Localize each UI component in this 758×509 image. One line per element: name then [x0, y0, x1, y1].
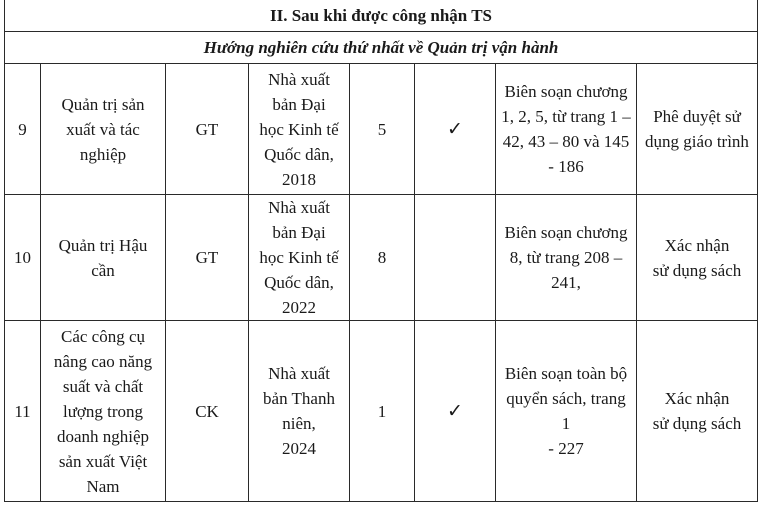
row-number: 11: [5, 321, 41, 502]
checkmark-icon: ✓: [415, 321, 496, 502]
publisher: Nhà xuất bản Thanh niên, 2024: [249, 321, 350, 502]
author-count: 1: [350, 321, 415, 502]
checkmark-icon: [415, 195, 496, 321]
publisher: Nhà xuất bản Đại học Kinh tế Quốc dân, 2022: [249, 195, 350, 321]
row-number: 10: [5, 195, 41, 321]
confirmation: Xác nhận sử dụng sách: [637, 321, 758, 502]
table-row: [5, 195, 758, 321]
subsection-title: Hướng nghiên cứu thứ nhất về Quản trị vận hành: [5, 32, 758, 64]
book-title: Quản trị Hậu cần: [41, 195, 166, 321]
book-type: GT: [166, 64, 249, 195]
publications-table: [4, 0, 758, 502]
section-title: II. Sau khi được công nhận TS: [5, 0, 758, 32]
confirmation: Xác nhận sử dụng sách: [637, 195, 758, 321]
book-title: Các công cụ nâng cao năng suất và chất lượng trong doanh nghiệp sản xuất Việt Nam: [41, 321, 166, 502]
publisher: Nhà xuất bản Đại học Kinh tế Quốc dân, 2018: [249, 64, 350, 195]
checkmark-icon: ✓: [415, 64, 496, 195]
confirmation: Phê duyệt sử dụng giáo trình: [637, 64, 758, 195]
book-type: CK: [166, 321, 249, 502]
book-title: Quản trị sản xuất và tác nghiệp: [41, 64, 166, 195]
contribution: Biên soạn chương 1, 2, 5, từ trang 1 – 42, 43 – 80 và 145 - 186: [496, 64, 637, 195]
author-count: 5: [350, 64, 415, 195]
table-row: [5, 64, 758, 195]
table-row: [5, 321, 758, 502]
author-count: 8: [350, 195, 415, 321]
contribution: Biên soạn chương 8, từ trang 208 – 241,: [496, 195, 637, 321]
row-number: 9: [5, 64, 41, 195]
contribution: Biên soạn toàn bộ quyển sách, trang 1 - 227: [496, 321, 637, 502]
book-type: GT: [166, 195, 249, 321]
